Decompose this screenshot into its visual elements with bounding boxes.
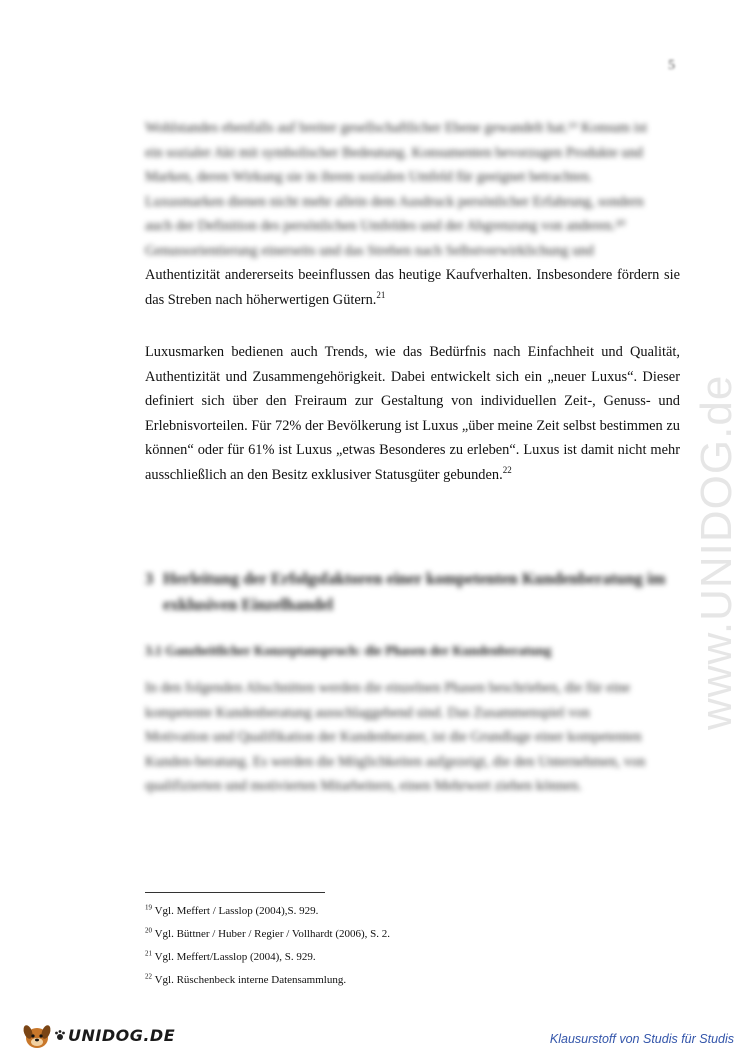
text-line: Genussorientierung einerseits und das Streben nach Selbstverwirklichung und [145, 242, 594, 259]
slogan: Klausurstoff von Studis für Studis [549, 1032, 734, 1046]
text-line: Luxusmarken dienen nicht mehr allein dem Ausdruck persönlicher Erfahrung, sondern [145, 193, 644, 210]
unidog-logo[interactable] [20, 1020, 175, 1050]
text-line: Kunden-beratung. Es werden die Möglichkeiten aufgezeigt, die den Unternehmen, von [145, 753, 646, 770]
footnote-ref[interactable]: 21 [376, 289, 386, 300]
body-text: Luxusmarken bedienen auch Trends, wie das Bedürfnis nach Einfachheit und Qualität, Authentizität und Zusammengehörigkeit. Dabei entwickelt sich ein „neuer Luxus“. Dieser definiert sich über den Freiraum zur Gestaltung von individuellen Zeit-, Genuss- und Erlebnisvorteilen. Für 72% der Bevölkerung ist Luxus „über meine Zeit selbst bestimmen zu können“ oder für 61% ist Luxus „etwas Besonderes zu erleben“. Luxus ist damit nicht mehr ausschließlich an den Besitz exklusiver Statusgüter gebunden. [145, 344, 680, 483]
footnote-text: Vgl. Meffert/Lasslop (2004), S. 929. [154, 951, 316, 963]
footnote-number: 20 [145, 926, 152, 935]
footnote-item [145, 946, 390, 969]
paw-icon [54, 1029, 66, 1041]
blurred-text [145, 116, 680, 263]
logo-text: UNIDOG.DE [68, 1025, 176, 1045]
footnote-number: 19 [145, 903, 152, 912]
section-heading-3 [145, 566, 705, 618]
footnote-number: 21 [145, 949, 152, 958]
footnote-ref[interactable]: 22 [502, 464, 512, 475]
paragraph-1 [145, 116, 680, 312]
paragraph-3 [145, 676, 680, 799]
heading-number: 3 [145, 569, 154, 588]
text-line: Marken, deren Wirkung sie in ihrem sozialen Umfeld für geeignet betrachten. [145, 169, 593, 185]
text-line: kompetente Kundenberatung ausschlaggebend sind. Das Zusammenspiel von [145, 704, 590, 721]
footnotes [145, 900, 390, 992]
footnote-item [145, 900, 390, 923]
footnote-rule [145, 892, 325, 893]
heading-line: exklusiven Einzelhandel [163, 595, 334, 614]
footnote-text: Vgl. Rüschenbeck interne Datensammlung. [154, 974, 347, 986]
body-text: Authentizität andererseits beeinflussen das heutige Kaufverhalten. Insbesondere fördern sie das Streben nach höherwertigen Gütern. [145, 267, 680, 308]
watermark: www.UNIDOG.de [692, 374, 741, 730]
text-line: In den folgenden Abschnitten werden die einzelnen Phasen beschrieben, die für eine [145, 680, 631, 696]
footnote-item [145, 969, 390, 992]
page-number: 5 [668, 58, 675, 73]
paragraph-1-clear [145, 263, 680, 312]
section-heading-3-1: 3.1 Ganzheitlicher Konzeptanspruch: die Phasen der Kundenberatung [145, 643, 552, 658]
footnote-text: Vgl. Büttner / Huber / Regier / Vollhardt (2006), S. 2. [154, 928, 391, 940]
footnote-item [145, 923, 390, 946]
text-line: Wohlstandes ebenfalls auf breiter gesellschaftlicher Ebene gewandelt hat.¹⁹ Konsum ist [145, 120, 648, 136]
text-line: qualifizierten und motivierten Mitarbeitern, einen Mehrwert ziehen können. [145, 778, 582, 794]
text-line: ein sozialer Akt mit symbolischer Bedeutung. Konsumenten bevorzugen Produkte und [145, 144, 643, 161]
footnote-text: Vgl. Meffert / Lasslop (2004),S. 929. [154, 905, 319, 917]
text-line: Motivation und Qualifikation der Kundenberater, ist die Grundlage einer kompetenten [145, 729, 642, 745]
footnote-number: 22 [145, 972, 152, 981]
heading-line: Herleitung der Erfolgsfaktoren einer kompetenten Kundenberatung im [163, 569, 666, 588]
paragraph-2 [145, 340, 680, 487]
text-line: auch der Definition des persönlichen Umfeldes und der Abgrenzung von anderen.²⁰ [145, 218, 626, 234]
dog-icon [20, 1020, 54, 1050]
